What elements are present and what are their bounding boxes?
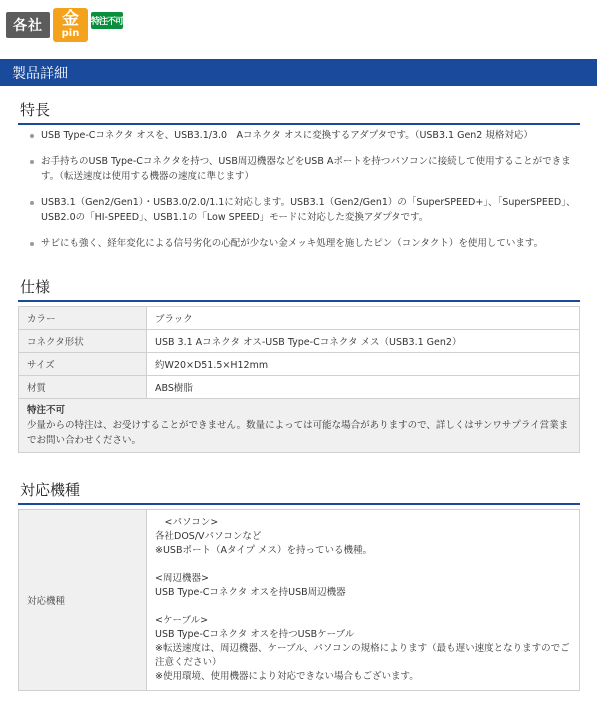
- table-row: [19, 399, 580, 453]
- feature-badges: [6, 8, 123, 42]
- badge-gold-pin: [53, 8, 88, 42]
- spec-value: 約W20×D51.5×H12mm: [147, 353, 580, 376]
- spec-value: ABS樹脂: [147, 376, 580, 399]
- spec-heading: 仕様: [18, 276, 580, 302]
- compat-line: <ケーブル>: [155, 615, 209, 626]
- compat-line: ※使用環境、使用機器により対応できない場合もございます。: [155, 671, 419, 682]
- badge-no-custom-order: 特注不可: [91, 12, 123, 29]
- compat-table: [18, 509, 580, 691]
- spec-note-text: 少量からの特注は、お受けすることができません。数量によっては可能な場合がありますので、詳しくはサンワサプライ営業までお問い合わせください。: [27, 420, 569, 446]
- compat-line: [155, 600, 571, 614]
- feature-item: サビにも強く、経年変化による信号劣化の心配が少ない金メッキ処理を施したピン（コンタクト）を使用しています。: [30, 236, 582, 251]
- compat-line: ※USBポート（Aタイプ メス）を持っている機種。: [155, 545, 373, 556]
- table-row: [19, 307, 580, 330]
- compat-line: 各社DOS/Vパソコンなど: [155, 531, 262, 542]
- features-list: [30, 128, 582, 262]
- product-details-header: [0, 59, 597, 86]
- table-row: [19, 353, 580, 376]
- spec-table: [18, 306, 580, 453]
- compat-line: USB Type-Cコネクタ オスを持つUSBケーブル: [155, 629, 355, 640]
- spec-label: カラー: [19, 307, 147, 330]
- compat-line: ※転送速度は、周辺機器、ケーブル、パソコンの規格によります（最も遅い速度となりますのでご注意ください）: [155, 643, 570, 668]
- badge-gold-pin-top: 金: [62, 9, 79, 29]
- spec-label: コネクタ形状: [19, 330, 147, 353]
- spec-label: 材質: [19, 376, 147, 399]
- compat-heading: 対応機種: [18, 479, 580, 505]
- spec-note-title: 特注不可: [27, 405, 66, 416]
- badge-gold-pin-bottom: pin: [61, 28, 80, 39]
- feature-item: お手持ちのUSB Type-Cコネクタを持つ、USB周辺機器などをUSB Aポートを持つパソコンに接続して使用することができます。（転送速度は使用する機器の速度に準じます）: [30, 154, 582, 184]
- feature-item: USB3.1（Gen2/Gen1）・USB3.0/2.0/1.1に対応します。USB3.1（Gen2/Gen1）の「SuperSPEED+」、「SuperSPEED」、USB2.0の「HI-SPEED」、USB1.1の「Low SPEED」モードに対応した変換アダプタです。: [30, 195, 582, 225]
- compat-line: <パソコン>: [155, 517, 219, 528]
- compat-line: <周辺機器>: [155, 573, 209, 584]
- spec-label: サイズ: [19, 353, 147, 376]
- feature-item: USB Type-Cコネクタ オスを、USB3.1/3.0 Aコネクタ オスに変換するアダプタです。（USB3.1 Gen2 規格対応）: [30, 128, 582, 143]
- compat-label: 対応機種: [19, 510, 147, 691]
- table-row: [19, 330, 580, 353]
- table-row: [19, 510, 580, 691]
- spec-value: ブラック: [147, 307, 580, 330]
- features-heading: 特長: [18, 99, 580, 125]
- compat-line: USB Type-Cコネクタ オスを持USB周辺機器: [155, 587, 346, 598]
- spec-note: [19, 399, 580, 453]
- spec-value: USB 3.1 Aコネクタ オス-USB Type-Cコネクタ メス（USB3.1 Gen2）: [147, 330, 580, 353]
- product-details-title: 製品詳細: [12, 65, 68, 82]
- compat-line: [155, 558, 571, 572]
- badge-kakusha: 各社: [6, 12, 50, 38]
- table-row: [19, 376, 580, 399]
- compat-value: [147, 510, 580, 691]
